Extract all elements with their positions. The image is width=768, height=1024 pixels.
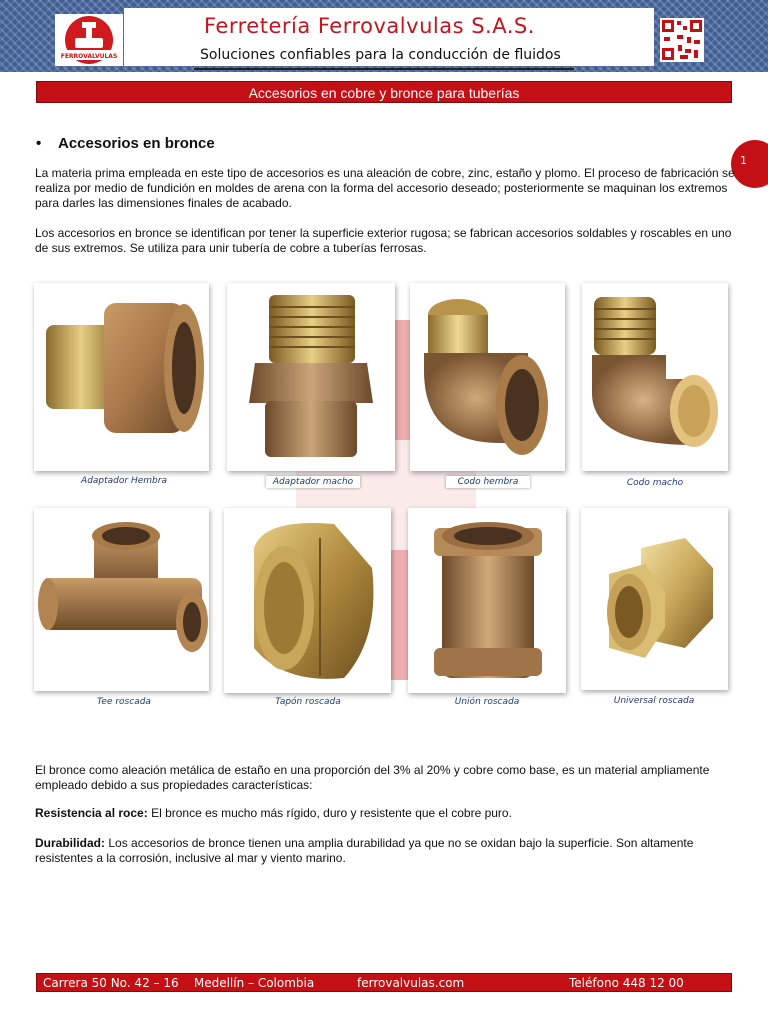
page-header [0, 0, 768, 72]
company-tagline: Soluciones confiables para la conducción de fluidos [200, 47, 561, 63]
threaded-union-icon [581, 508, 728, 690]
property-label: Resistencia al roce: [35, 806, 148, 820]
product-caption-threaded-tee: Tee roscada [97, 697, 151, 707]
property-label: Durabilidad: [35, 836, 106, 850]
footer-phone: Teléfono 448 12 00 [569, 976, 684, 990]
threaded-coupling-icon [408, 508, 566, 693]
female-adapter-icon [34, 283, 209, 471]
property-text: El bronce es mucho más rígido, duro y resistente que el cobre puro. [147, 806, 512, 820]
property-friction-resistance [35, 806, 735, 821]
bronze-intro-paragraph: El bronce como aleación metálica de estaño en una proporción del 3% al 20% y cobre como base, es un material ampliamente empleado debido a sus propiedades características: [35, 763, 710, 792]
page-number-badge [731, 140, 768, 188]
product-image-female-elbow [410, 283, 565, 471]
product-image-male-elbow [582, 283, 728, 471]
male-adapter-icon [227, 283, 395, 471]
qr-code-icon[interactable] [660, 18, 704, 62]
property-durability [35, 836, 735, 866]
threaded-cap-icon [224, 508, 391, 693]
threaded-tee-icon [34, 508, 209, 691]
product-caption-female-elbow: Codo hembra [446, 476, 530, 488]
intro-paragraph-1: La materia prima empleada en este tipo de accesorios es una aleación de cobre, zinc, estaño y plomo. El proceso de fabricación se realiza por medio de fundición en moldes de arena con la forma del accesorio deseado; posteriormente se maquinan los extremos para darles las dimensiones finales de acabado. [35, 166, 735, 210]
page-footer [36, 973, 732, 992]
male-elbow-icon [582, 283, 728, 471]
section-heading-text: Accesorios en bronce [58, 135, 215, 152]
product-caption-male-adapter: Adaptador macho [266, 476, 360, 488]
product-caption-threaded-union: Universal roscada [613, 696, 695, 706]
product-caption-male-elbow: Codo macho [626, 478, 684, 488]
product-image-threaded-coupling [408, 508, 566, 693]
valve-logo-icon [55, 14, 123, 66]
section-heading [36, 135, 215, 152]
company-name: Ferretería Ferrovalvulas S.A.S. [204, 14, 535, 38]
product-image-threaded-union [581, 508, 728, 690]
product-image-threaded-cap [224, 508, 391, 693]
intro-paragraph-2: Los accesorios en bronce se identifican por tener la superficie exterior rugosa; se fabrican accesorios soldables y roscables en uno de sus extremos. Se utiliza para unir tubería de cobre a tuberías ferrosas. [35, 226, 732, 255]
document-title-bar: Accesorios en cobre y bronce para tuberías [36, 81, 732, 103]
product-image-female-adapter [34, 283, 209, 471]
footer-website-link[interactable]: ferrovalvulas.com [357, 976, 465, 990]
product-caption-female-adapter: Adaptador Hembra [81, 476, 167, 486]
header-title-box [124, 8, 654, 66]
footer-address: Carrera 50 No. 42 – 16 Medellín – Colombia [43, 976, 315, 990]
product-caption-threaded-cap: Tapón roscada [275, 697, 341, 707]
svg-text:FERROVALVULAS: FERROVALVULAS [60, 53, 118, 60]
tagline-underline [194, 68, 574, 70]
female-elbow-icon [410, 283, 565, 471]
page-number: 1 [740, 154, 747, 167]
product-caption-threaded-coupling: Unión roscada [454, 697, 520, 707]
product-image-threaded-tee [34, 508, 209, 691]
bullet-marker: • [36, 135, 42, 152]
property-text: Los accesorios de bronce tienen una amplia durabilidad ya que no se oxidan bajo la superficie. Son altamente resistentes a la corrosión, inclusive al mar y viento marino. [35, 836, 694, 865]
product-image-male-adapter [227, 283, 395, 471]
